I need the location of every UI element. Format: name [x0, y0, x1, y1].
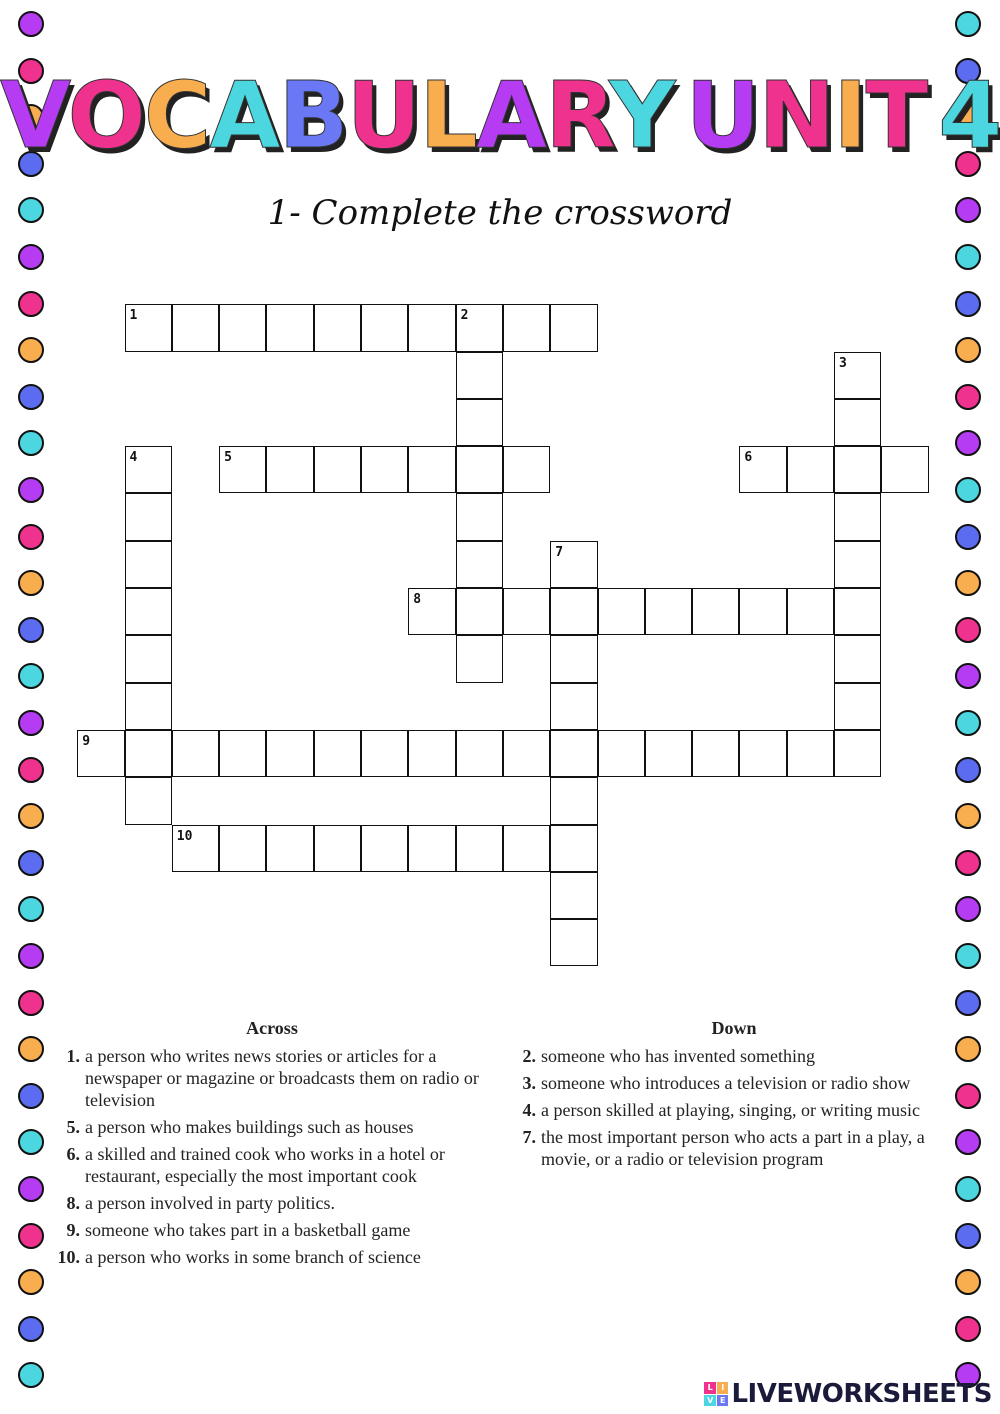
crossword-cell[interactable] [787, 446, 834, 493]
crossword-cell[interactable] [834, 541, 881, 588]
crossword-cell[interactable] [550, 304, 597, 351]
crossword-cell[interactable] [408, 588, 455, 635]
crossword-cell[interactable] [834, 446, 881, 493]
crossword-cell[interactable] [692, 588, 739, 635]
logo-letter: V [704, 1395, 716, 1407]
clue-item [516, 1072, 952, 1094]
title-letter: N [758, 62, 834, 169]
clue-item-number: 2. [522, 1046, 536, 1066]
clue-item-text: someone who takes part in a basketball game [85, 1220, 411, 1240]
clue-item-number: 8. [66, 1193, 80, 1213]
crossword-cell[interactable] [456, 588, 503, 635]
crossword-cell[interactable] [125, 777, 172, 824]
title-letter: B [278, 62, 347, 169]
crossword-cell[interactable] [456, 635, 503, 682]
title-letter: V [0, 62, 68, 169]
crossword-cell[interactable] [125, 588, 172, 635]
border-dot [955, 1269, 981, 1295]
crossword-cell[interactable] [834, 730, 881, 777]
clue-number: 9 [82, 733, 91, 749]
border-dot [18, 337, 44, 363]
clue-item-text: someone who introduces a television or radio show [541, 1073, 911, 1093]
title-letter: A [476, 62, 546, 169]
border-dot [18, 570, 44, 596]
crossword-cell[interactable] [172, 825, 219, 872]
clue-item-number: 6. [66, 1144, 80, 1164]
title-letter: R [545, 62, 610, 169]
crossword-cell[interactable] [172, 304, 219, 351]
clue-item-number: 4. [522, 1100, 536, 1120]
border-dot [955, 943, 981, 969]
title-letter: U [685, 62, 759, 169]
clue-item [516, 1126, 952, 1170]
across-clues [52, 1018, 492, 1273]
crossword-cell[interactable] [125, 635, 172, 682]
border-dot [18, 244, 44, 270]
border-dot [18, 757, 44, 783]
title-letter [926, 111, 938, 157]
crossword-cell[interactable] [125, 730, 172, 777]
crossword-cell[interactable] [456, 493, 503, 540]
logo-letter: E [717, 1395, 729, 1407]
border-dot [955, 337, 981, 363]
crossword-cell[interactable] [219, 730, 266, 777]
crossword-cell[interactable] [598, 588, 645, 635]
crossword-cell[interactable] [645, 588, 692, 635]
border-dot [18, 990, 44, 1016]
crossword-cell[interactable] [881, 446, 928, 493]
page-title [0, 62, 1000, 172]
clue-item-text: a person involved in party politics. [85, 1193, 335, 1213]
border-dot [955, 1176, 981, 1202]
crossword-cell[interactable] [550, 777, 597, 824]
crossword-cell[interactable] [503, 304, 550, 351]
crossword-cell[interactable] [692, 730, 739, 777]
crossword-cell[interactable] [503, 730, 550, 777]
border-dot [18, 524, 44, 550]
crossword-cell[interactable] [550, 588, 597, 635]
clue-number: 5 [224, 450, 232, 466]
crossword-cell[interactable] [598, 730, 645, 777]
border-dot [955, 757, 981, 783]
clue-item-number: 7. [522, 1127, 536, 1147]
liveworksheets-logo [704, 1378, 992, 1410]
crossword-cell[interactable] [266, 825, 313, 872]
crossword-cell[interactable] [503, 825, 550, 872]
border-dot [18, 1269, 44, 1295]
crossword-cell[interactable] [172, 730, 219, 777]
border-dot [18, 943, 44, 969]
crossword-cell[interactable] [314, 304, 361, 351]
title-letter: C [143, 62, 210, 169]
crossword-cell[interactable] [456, 304, 503, 351]
crossword-cell[interactable] [456, 825, 503, 872]
border-dot [18, 1036, 44, 1062]
border-dot [18, 1316, 44, 1342]
border-dot [18, 663, 44, 689]
clue-item [52, 1143, 492, 1187]
clue-number: 1 [129, 308, 138, 324]
border-dot [18, 850, 44, 876]
crossword-cell[interactable] [834, 588, 881, 635]
crossword-cell[interactable] [739, 588, 786, 635]
clue-item [516, 1099, 952, 1121]
crossword-cell[interactable] [125, 304, 172, 351]
crossword-cell[interactable] [550, 919, 597, 966]
logo-icon [704, 1382, 728, 1406]
crossword-cell[interactable] [266, 730, 313, 777]
crossword-cell[interactable] [361, 446, 408, 493]
border-dot [955, 1036, 981, 1062]
crossword-cell[interactable] [125, 541, 172, 588]
crossword-cell[interactable] [834, 399, 881, 446]
crossword-cell[interactable] [408, 825, 455, 872]
border-dot [18, 617, 44, 643]
border-dot [955, 710, 981, 736]
title-letter: L [419, 62, 477, 169]
crossword-cell[interactable] [503, 588, 550, 635]
border-dot [955, 1083, 981, 1109]
title-letter [674, 111, 686, 157]
crossword-cell[interactable] [314, 446, 361, 493]
crossword-cell[interactable] [219, 304, 266, 351]
border-dot [955, 11, 981, 37]
border-dot [18, 477, 44, 503]
clue-number: 8 [413, 592, 422, 607]
crossword-cell[interactable] [314, 825, 361, 872]
logo-letter: I [717, 1382, 729, 1394]
border-dot [18, 1176, 44, 1202]
clue-item-number: 5. [66, 1117, 80, 1137]
crossword-cell[interactable] [125, 446, 172, 493]
border-dot [18, 1129, 44, 1155]
border-dot [18, 896, 44, 922]
clue-number: 2 [460, 308, 469, 324]
border-dot [18, 11, 44, 37]
crossword-cell[interactable] [550, 683, 597, 730]
border-dot [18, 803, 44, 829]
crossword-cell[interactable] [361, 304, 408, 351]
crossword-cell[interactable] [125, 493, 172, 540]
crossword-cell[interactable] [834, 683, 881, 730]
title-letter: O [67, 62, 144, 169]
crossword-cell[interactable] [456, 541, 503, 588]
border-dot [955, 291, 981, 317]
crossword-cell[interactable] [361, 730, 408, 777]
clue-item [52, 1219, 492, 1241]
crossword-cell[interactable] [645, 730, 692, 777]
clue-item-text: a person who writes news stories or articles for a newspaper or magazine or broadcasts them on radio or television [85, 1046, 479, 1110]
crossword-cell[interactable] [739, 446, 786, 493]
clue-number: 4 [129, 450, 138, 466]
clue-number: 3 [839, 355, 847, 371]
clue-item-number: 10. [57, 1247, 80, 1267]
crossword-cell[interactable] [408, 304, 455, 351]
title-letter: A [209, 62, 279, 169]
clue-item-number: 9. [66, 1220, 80, 1240]
crossword-cell[interactable] [456, 730, 503, 777]
clue-number: 7 [555, 544, 564, 560]
logo-letter: L [704, 1382, 716, 1394]
border-dot [955, 430, 981, 456]
brand-name: LIVEWORKSHEETS [731, 1379, 992, 1409]
border-dot [955, 850, 981, 876]
crossword-cell[interactable] [456, 399, 503, 446]
clue-item-text: someone who has invented something [541, 1046, 815, 1066]
instruction-subtitle: 1- Complete the crossword [267, 193, 733, 233]
clue-item-text: a person who makes buildings such as houses [85, 1117, 414, 1137]
crossword-cell[interactable] [503, 446, 550, 493]
clue-item-text: a person who works in some branch of science [85, 1247, 421, 1267]
crossword-cell[interactable] [408, 446, 455, 493]
border-dot [18, 291, 44, 317]
border-dot [18, 710, 44, 736]
crossword-cell[interactable] [361, 825, 408, 872]
clue-item-text: the most important person who acts a part in a play, a movie, or a radio or television program [541, 1127, 925, 1169]
crossword-cell[interactable] [77, 730, 124, 777]
border-dot [18, 1223, 44, 1249]
border-dot [955, 803, 981, 829]
border-dot [955, 896, 981, 922]
border-dot [955, 1223, 981, 1249]
clue-item [52, 1246, 492, 1268]
clue-item [516, 1045, 952, 1067]
crossword-cell[interactable] [787, 588, 834, 635]
clue-item-number: 1. [66, 1046, 80, 1066]
border-dot [955, 990, 981, 1016]
crossword-cell[interactable] [550, 872, 597, 919]
border-dot [955, 617, 981, 643]
clue-item-text: a person skilled at playing, singing, or writing music [541, 1100, 920, 1120]
border-dot [955, 1129, 981, 1155]
clue-item [52, 1116, 492, 1138]
border-dot [955, 384, 981, 410]
clue-number: 6 [744, 450, 753, 466]
clue-item [52, 1045, 492, 1111]
down-clues [516, 1018, 952, 1175]
title-letter: Y [609, 62, 674, 169]
crossword-cell[interactable] [314, 730, 361, 777]
border-dot [18, 1083, 44, 1109]
crossword-cell[interactable] [550, 541, 597, 588]
crossword-cell[interactable] [456, 446, 503, 493]
crossword-cell[interactable] [834, 352, 881, 399]
border-dot [18, 1362, 44, 1388]
crossword-cell[interactable] [550, 635, 597, 682]
title-letter: U [346, 62, 420, 169]
crossword-cell[interactable] [739, 730, 786, 777]
crossword-cell[interactable] [834, 635, 881, 682]
border-dot [18, 384, 44, 410]
title-letter: I [833, 62, 866, 169]
title-letter: 4 [938, 62, 1000, 169]
crossword-cell[interactable] [408, 730, 455, 777]
border-dot [955, 477, 981, 503]
border-dot [18, 430, 44, 456]
border-dot [955, 1316, 981, 1342]
crossword-cell[interactable] [456, 352, 503, 399]
crossword-cell[interactable] [787, 730, 834, 777]
border-dot [955, 244, 981, 270]
crossword-cell[interactable] [219, 446, 266, 493]
clue-item-text: a skilled and trained cook who works in a hotel or restaurant, especially the most important cook [85, 1144, 445, 1186]
crossword-cell[interactable] [550, 730, 597, 777]
crossword-cell[interactable] [125, 683, 172, 730]
border-dot [955, 524, 981, 550]
title-letter: T [865, 62, 927, 169]
border-dot [955, 570, 981, 596]
clue-number: 10 [176, 828, 193, 844]
across-heading: Across [246, 1018, 298, 1038]
crossword-cell[interactable] [834, 493, 881, 540]
down-heading: Down [711, 1018, 757, 1038]
crossword-cell[interactable] [219, 825, 266, 872]
clue-item-number: 3. [522, 1073, 536, 1093]
crossword-cell[interactable] [266, 446, 313, 493]
crossword-cell[interactable] [550, 825, 597, 872]
clue-item [52, 1192, 492, 1214]
border-dot [955, 663, 981, 689]
crossword-cell[interactable] [266, 304, 313, 351]
